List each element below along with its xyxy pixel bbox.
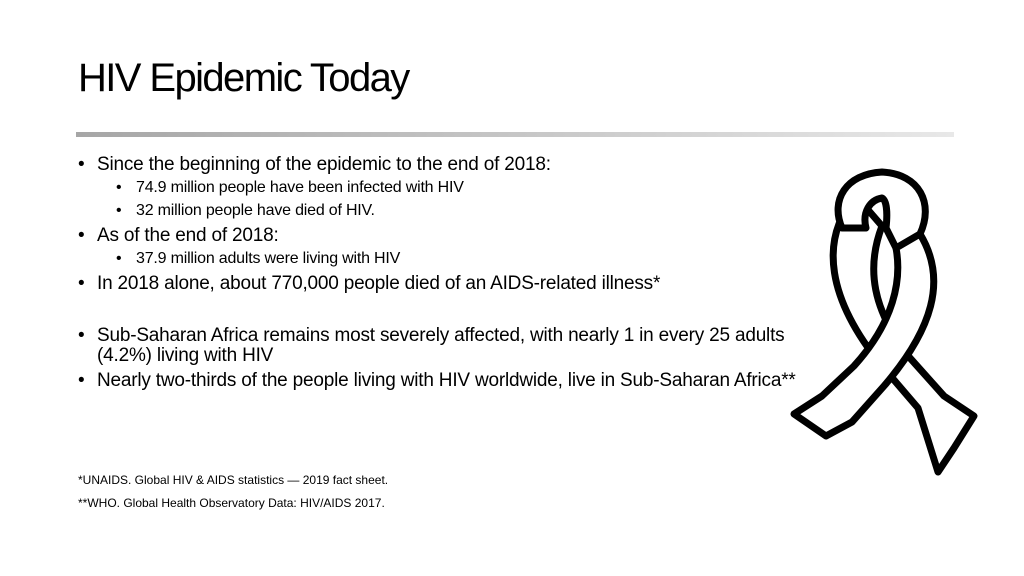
footnotes <box>78 473 388 519</box>
subbullet-living: • 37.9 million adults were living with HIV <box>116 249 798 269</box>
bullet-epidemic-start: • Since the beginning of the epidemic to the end of 2018: <box>78 155 798 175</box>
title-divider <box>76 132 954 137</box>
bullet-2018-deaths: • In 2018 alone, about 770,000 people died of an AIDS-related illness* <box>78 274 798 294</box>
slide-title: HIV Epidemic Today <box>78 56 409 100</box>
footnote-who: **WHO. Global Health Observatory Data: HIV/AIDS 2017. <box>78 496 385 510</box>
bullet-two-thirds: • Nearly two-thirds of the people living with HIV worldwide, live in Sub-Saharan Africa** <box>78 371 798 391</box>
footnote-unaids: *UNAIDS. Global HIV & AIDS statistics — 2019 fact sheet. <box>78 473 389 487</box>
bullet-sub-saharan: • Sub-Saharan Africa remains most severely affected, with nearly 1 in every 25 adults (4.2%) living with HIV <box>78 326 798 366</box>
subbullet-died: • 32 million people have died of HIV. <box>116 201 798 221</box>
bullet-list <box>78 150 798 391</box>
awareness-ribbon-icon <box>770 160 995 480</box>
bullet-end-2018: • As of the end of 2018: <box>78 226 798 246</box>
subbullet-infected: • 74.9 million people have been infected with HIV <box>116 178 798 198</box>
